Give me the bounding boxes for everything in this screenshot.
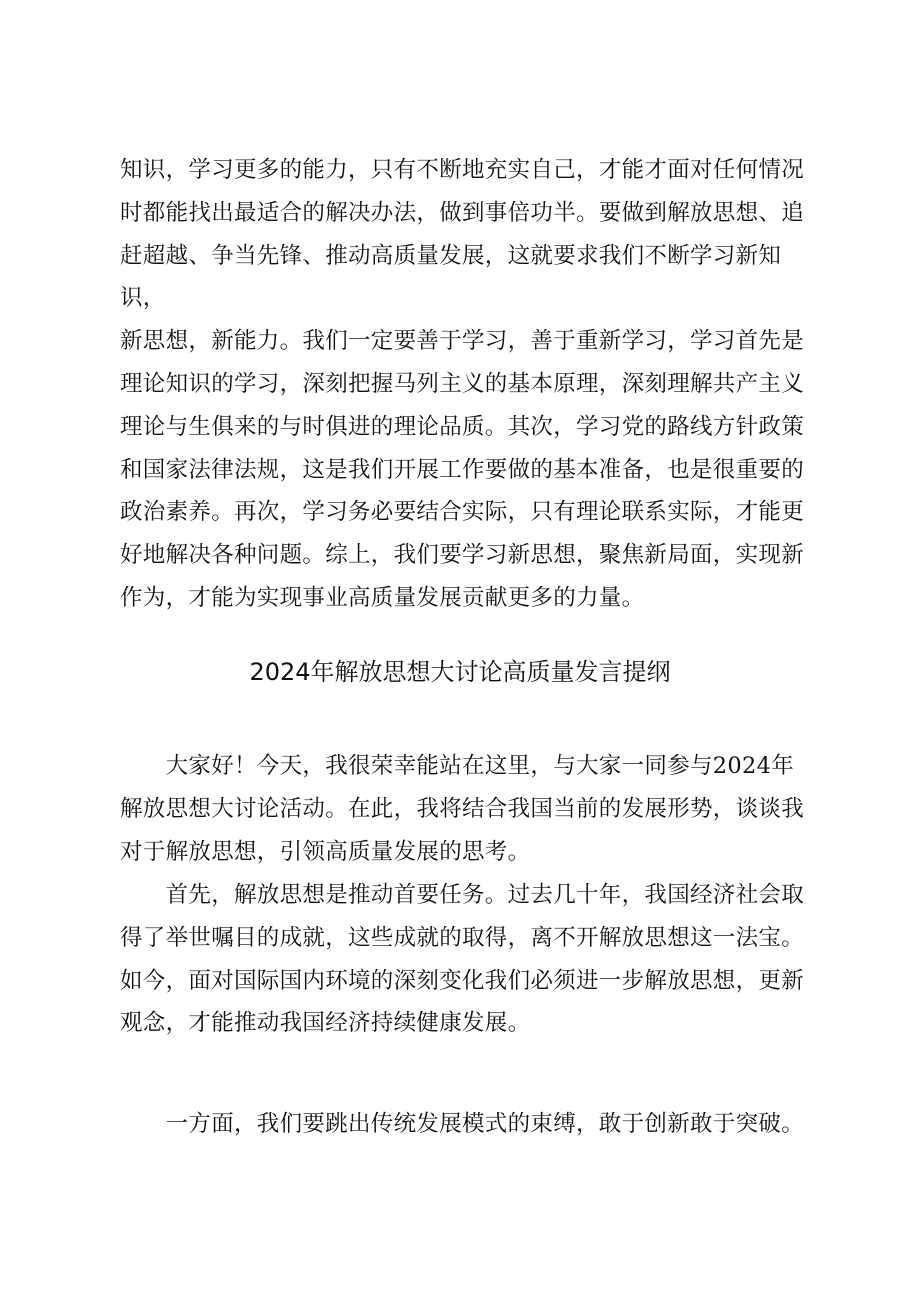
section-heading: 2024年解放思想大讨论高质量发言提纲 [249,658,671,686]
continued-paragraph: 知识，学习更多的能力，只有不断地充实自己，才能才面对任何情况 时都能找出最适合的解决办法，做到事倍功半。要做到解放思想、追 赶超越、争当先锋、推动高质量发展，这就要求我们不断学习新知识， 新思想，新能力。我们一定要善于学习，善于重新学习，学习首先是 理论知识的学习，深刻把握马列主义的基本原理，深刻理解共产主义 理论与生俱来的与时俱进的理论品质。其次，学习党的路线方针政策 和国家法律法规，这是我们开展工作要做的基本准备，也是很重要的 政治素养。再次，学习务必要结合实际，只有理论联系实际，才能更 好地解决各种问题。综上，我们要学习新思想，聚焦新局面，实现新 作为，才能为实现事业高质量发展贡献更多的力量。 [120,157,805,611]
paragraph-greeting: 大家好！今天，我很荣幸能站在这里，与大家一同参与2024年 解放思想大讨论活动。在此，我将结合我国当前的发展形势，谈谈我 对于解放思想，引领高质量发展的思考。 [120,753,805,865]
paragraph-first-point: 首先，解放思想是推动首要任务。过去几十年，我国经济社会取 得了举世嘱目的成就，这些成就的取得，离不开解放思想这一法宝。 如今，面对国际国内环境的深刻变化我们必须进一步解放思想，更新 观念，才能推动我国经济持续健康发展。 [120,882,805,1037]
paragraph-one-aspect: 一方面，我们要跳出传统发展模式的束缚，敢于创新敢于突破。 [120,1111,805,1137]
